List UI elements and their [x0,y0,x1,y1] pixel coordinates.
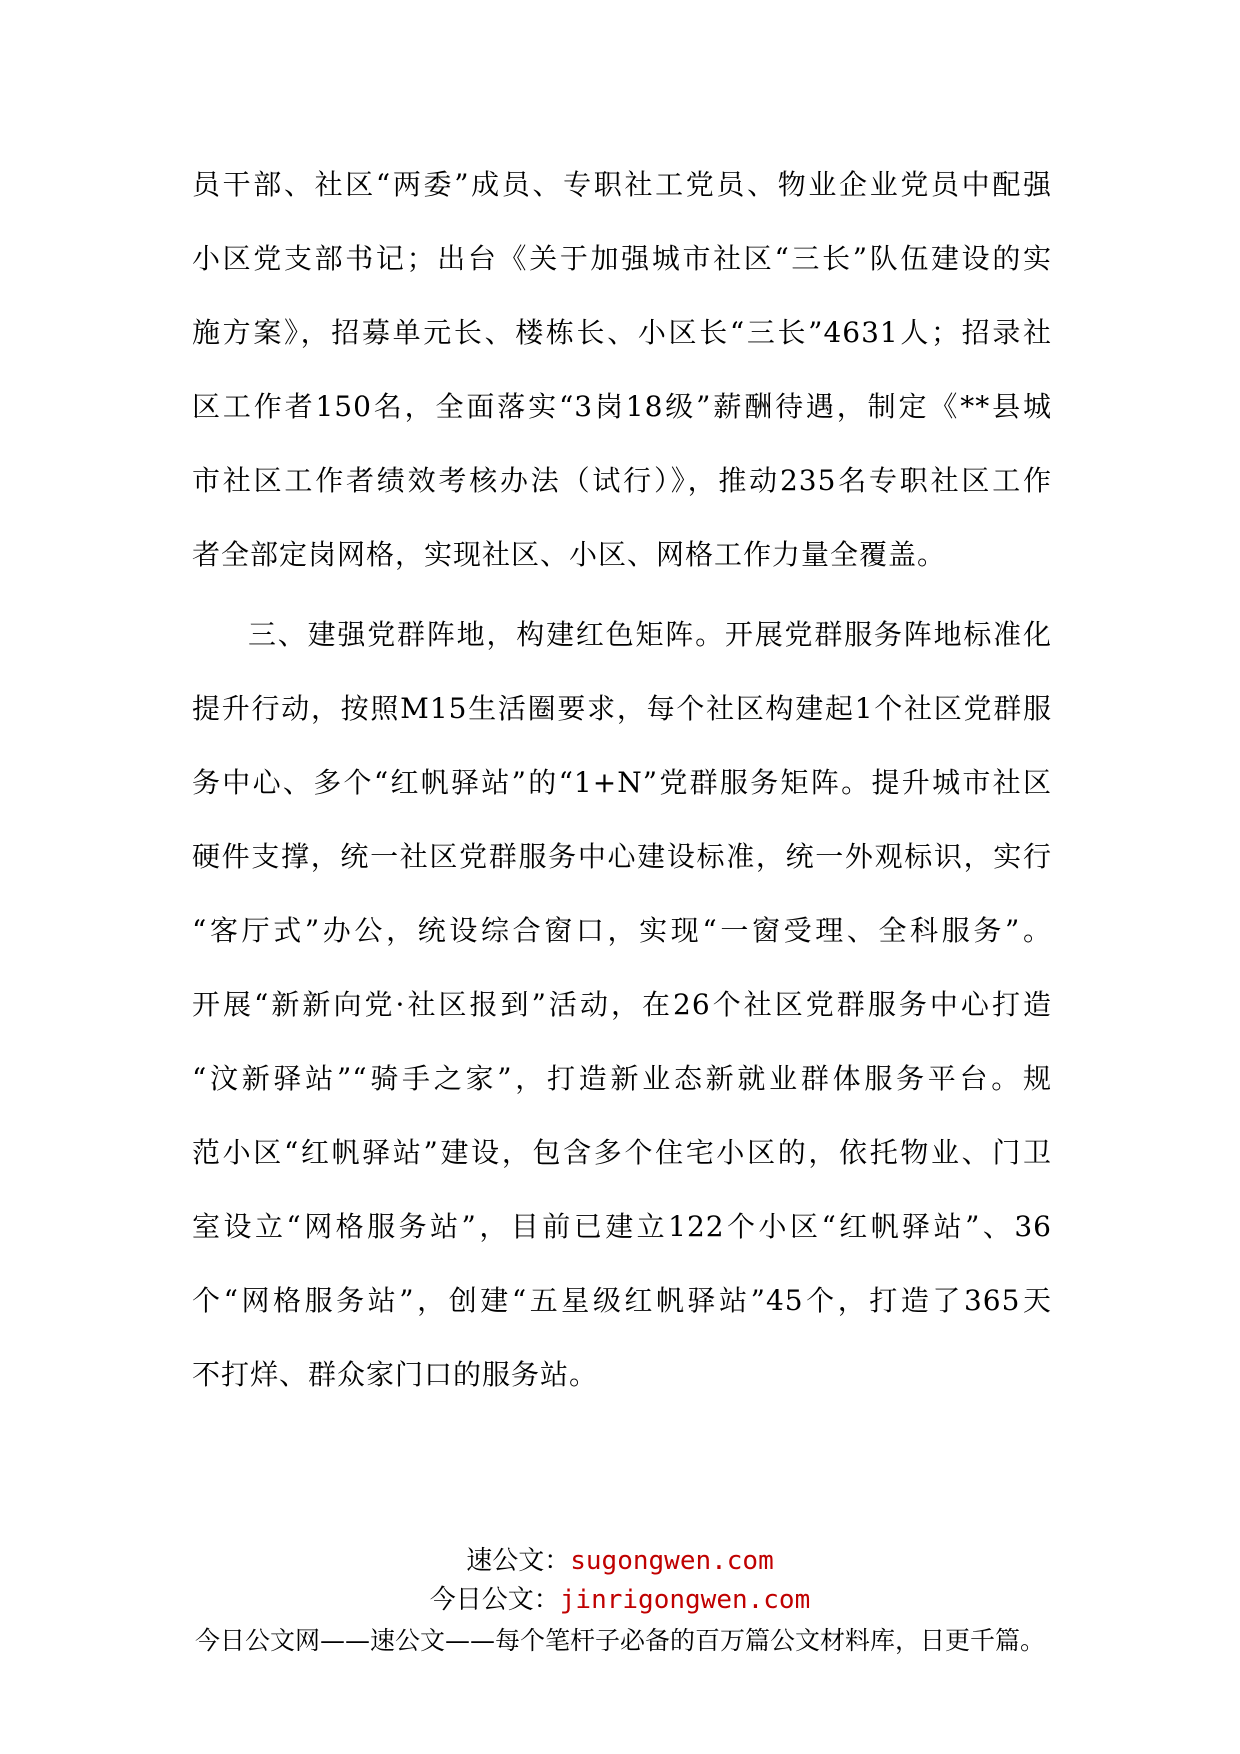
text-line: 提升行动，按照M15生活圈要求，每个社区构建起1个社区党群服 [192,692,1052,725]
footer-site-link[interactable]: jinrigongwen.com [559,1585,811,1615]
text-line: 不打烊、群众家门口的服务站。 [192,1358,599,1391]
text-line-indented: 三、建强党群阵地，构建红色矩阵。开展党群服务阵地标准化 [248,618,1052,651]
text-line: 者全部定岗网格，实现社区、小区、网格工作力量全覆盖。 [192,538,947,571]
text-line: 市社区工作者绩效考核办法（试行）》，推动235名专职社区工作 [192,464,1052,497]
paragraph-1 [192,168,1052,612]
document-body [192,168,1052,1432]
footer-jinrigongwen [0,1579,1240,1616]
text-line: “汶新驿站”“骑手之家”，打造新业态新就业群体服务平台。规 [192,1062,1052,1095]
text-line: 硬件支撑，统一社区党群服务中心建设标准，统一外观标识，实行 [192,840,1052,873]
text-line: 小区党支部书记；出台《关于加强城市社区“三长”队伍建设的实 [192,242,1052,275]
text-line: 开展“新新向党·社区报到”活动，在26个社区党群服务中心打造 [192,988,1052,1021]
text-line: 区工作者150名，全面落实“3岗18级”薪酬待遇，制定《**县城 [192,390,1052,423]
footer-label: 速公文： [466,1546,571,1576]
footer-tagline: 今日公文网——速公文——每个笔杆子必备的百万篇公文材料库，日更千篇。 [194,1626,1045,1655]
text-line: 室设立“网格服务站”，目前已建立122个小区“红帆驿站”、36 [192,1210,1052,1243]
text-line: “客厅式”办公，统设综合窗口，实现“一窗受理、全科服务”。 [192,914,1052,947]
text-line: 员干部、社区“两委”成员、专职社工党员、物业企业党员中配强 [192,168,1052,201]
footer-site-link[interactable]: sugongwen.com [570,1546,774,1576]
text-line: 范小区“红帆驿站”建设，包含多个住宅小区的，依托物业、门卫 [192,1136,1052,1169]
paragraph-2 [192,618,1052,1432]
text-line: 施方案》，招募单元长、楼栋长、小区长“三长”4631人；招录社 [192,316,1052,349]
text-line: 务中心、多个“红帆驿站”的“1+N”党群服务矩阵。提升城市社区 [192,766,1052,799]
footer-sugongwen [0,1540,1240,1577]
text-line: 个“网格服务站”，创建“五星级红帆驿站”45个，打造了365天 [192,1284,1052,1317]
footer-label: 今日公文： [429,1585,560,1615]
